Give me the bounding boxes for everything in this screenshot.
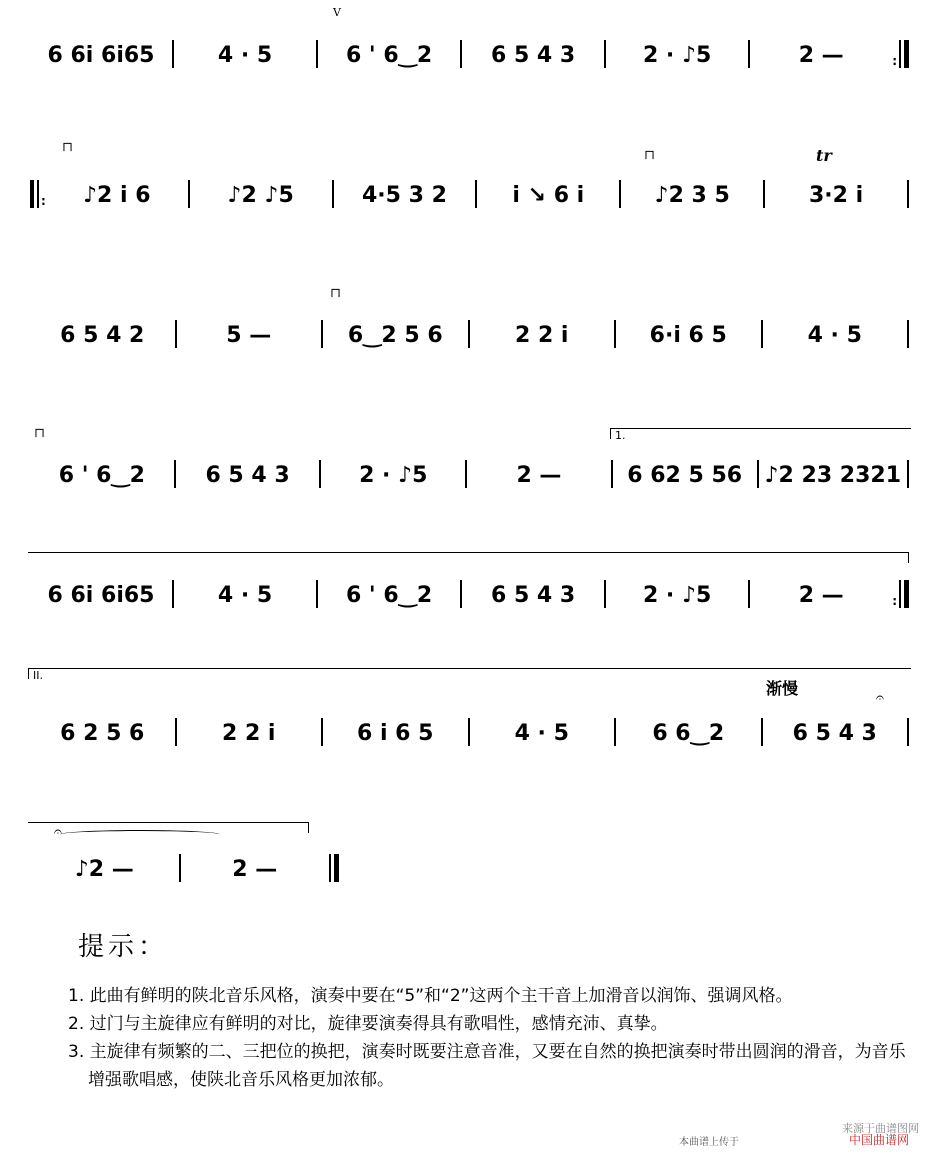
tips-heading: 提示： [78, 932, 169, 962]
bowing-down-mark: ⊓ [330, 286, 341, 301]
bowing-down-mark: ⊓ [62, 140, 73, 155]
measure: 6 ' 6‿2 [58, 463, 145, 488]
measure: 6 6i 6i65 [47, 43, 155, 68]
barline [907, 460, 909, 488]
final-barline [329, 854, 339, 882]
measure: 6·i 6 5 [649, 323, 727, 348]
measure: 2 — [798, 43, 844, 68]
measure: 2 — [232, 857, 278, 882]
volta-bracket-1 [610, 428, 911, 442]
measure: 6 5 4 2 [60, 323, 145, 348]
tempo-marking: 渐慢 [766, 679, 799, 698]
staff-row-5 [30, 568, 909, 608]
tip-item: 1. 此曲有鲜明的陕北音乐风格，演奏中要在“5”和“2”这两个主干音上加滑音以润饰、强调风格。 [68, 986, 793, 1006]
end-repeat-sign: : [892, 580, 909, 608]
tip-item: 2. 过门与主旋律应有鲜明的对比，旋律要演奏得具有歌唱性，感情充沛、真挚。 [68, 1014, 668, 1034]
measure: ♪2 — [74, 857, 134, 882]
barline [907, 320, 909, 348]
start-repeat-sign: : [30, 180, 46, 208]
measure: 6 5 4 3 [205, 463, 290, 488]
measure: 4 · 5 [217, 43, 273, 68]
bowing-down-mark: ⊓ [34, 426, 45, 441]
measure: 6 5 4 3 [491, 43, 576, 68]
measure: 6 5 4 3 [792, 721, 877, 746]
footer-note: 本曲谱上传于 [679, 1137, 739, 1148]
staff-row-6 [30, 706, 909, 746]
measure: 3·2 i [808, 183, 864, 208]
measure: i ↘ 6 i [512, 183, 585, 208]
volta-continuation [28, 552, 909, 563]
measure: 2 2 i [222, 721, 276, 746]
measure: 6‿2 5 6 [347, 323, 443, 348]
measure: 2 — [798, 583, 844, 608]
measure: 5 — [226, 323, 272, 348]
staff-row-1 [30, 28, 909, 68]
watermark-text: 来源于曲谱图网 [842, 1122, 919, 1135]
fermata-icon: 𝄐 [876, 690, 884, 706]
measure: 6 62 5 56 [627, 463, 743, 488]
measure: ♪2 3 5 [654, 183, 730, 208]
bowing-up-mark: V [333, 6, 341, 19]
staff-row-7 [30, 842, 339, 882]
measure: 4 · 5 [514, 721, 569, 746]
measure: 2 · ♪5 [642, 583, 712, 608]
measure: 4 · 5 [217, 583, 273, 608]
fermata-icon: 𝄐 [54, 824, 62, 840]
measure: 2 · ♪5 [359, 463, 428, 488]
measure: ♪2 23 2321 [764, 463, 902, 488]
end-repeat-sign: : [892, 40, 909, 68]
measure: 6 6i 6i65 [47, 583, 155, 608]
measure: 2 2 i [515, 323, 569, 348]
measure: 6 i 6 5 [357, 721, 434, 746]
long-tie [60, 830, 220, 839]
measure: ♪2 i 6 [82, 183, 151, 208]
bowing-down-mark: ⊓ [644, 148, 655, 163]
volta-label: II. [33, 669, 43, 682]
measure: 6 5 4 3 [491, 583, 576, 608]
site-logo: 中国曲谱网 [848, 1133, 909, 1147]
tips-list [68, 982, 918, 1094]
staff-row-2 [30, 168, 909, 208]
measure: 4·5 3 2 [362, 183, 447, 208]
measure: 4 · 5 [807, 323, 862, 348]
tip-item: 3. 主旋律有频繁的二、三把位的换把，演奏时既要注意音准，又要在自然的换把演奏时带出圆润的滑音，为音乐增强歌唱感，使陕北音乐风格更加浓郁。 [68, 1042, 906, 1090]
measure: 6 2 5 6 [60, 721, 145, 746]
measure: 6 ' 6‿2 [345, 583, 433, 608]
barline [907, 718, 909, 746]
measure: 2 — [516, 463, 562, 488]
trill-mark: tr [816, 146, 832, 165]
volta-label: 1. [615, 429, 626, 442]
measure: ♪2 ♪5 [227, 183, 294, 208]
staff-row-3 [30, 308, 909, 348]
staff-row-4 [30, 448, 909, 488]
barline [907, 180, 909, 208]
measure: 6 6‿2 [652, 721, 725, 746]
measure: 6 ' 6‿2 [345, 43, 433, 68]
measure: 2 · ♪5 [642, 43, 712, 68]
